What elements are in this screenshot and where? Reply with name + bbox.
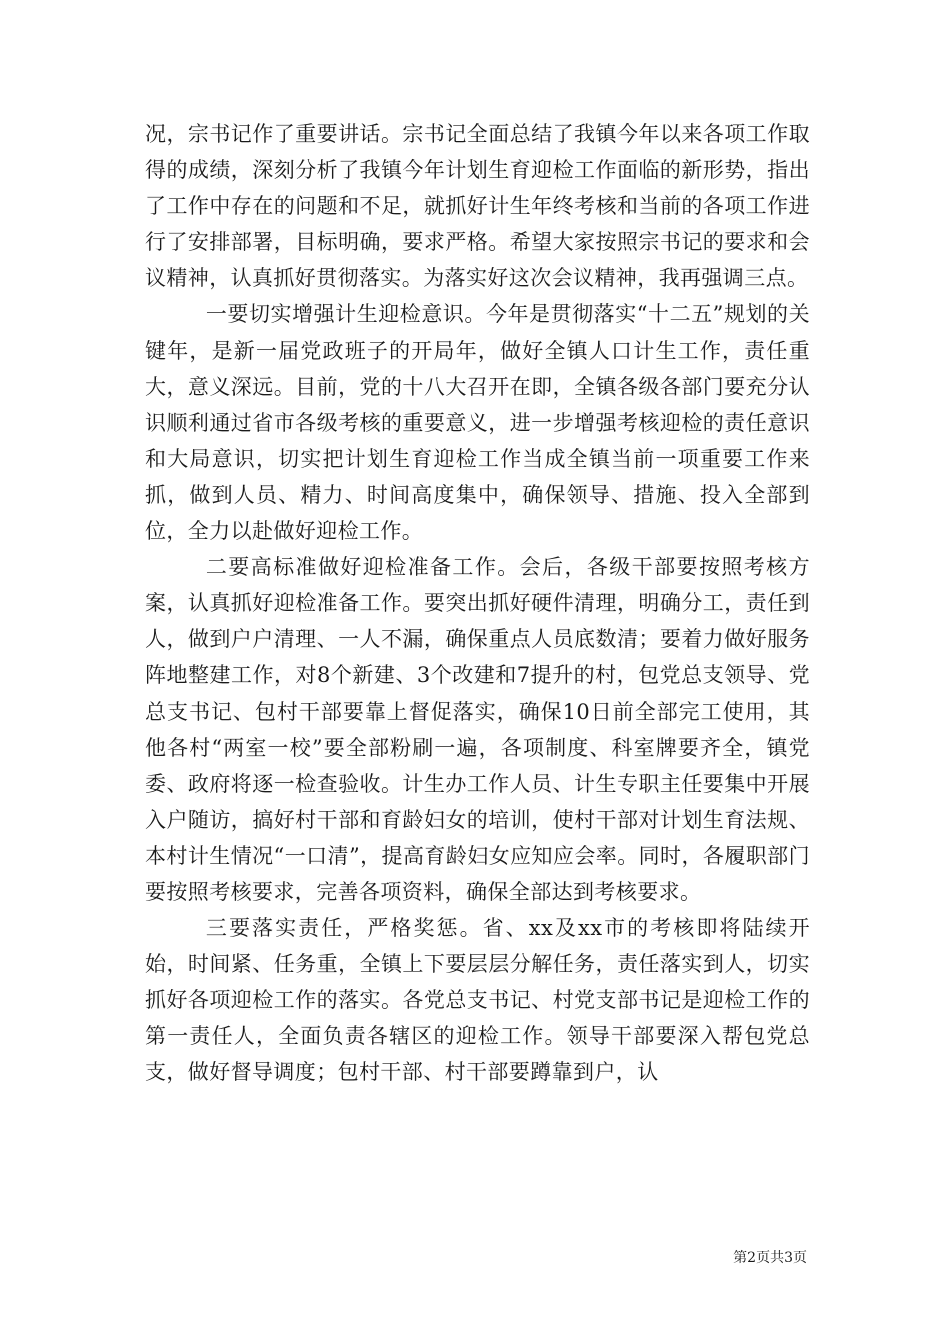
body-paragraph-point-two: 二要高标准做好迎检准备工作。会后，各级干部要按照考核方案，认真抓好迎检准备工作。要突出抓好硬件清理，明确分工，责任到人，做到户户清理、一人不漏，确保重点人员底数清；要着力做好服务阵地整建工作，对8个新建、3个改建和7提升的村，包党总支领导、党总支书记、包村干部要靠上督促落实，确保10日前全部完工使用，其他各村“两室一校”要全部粉刷一遍，各项制度、科室牌要齐全，镇党委、政府将逐一检查验收。计生办工作人员、计生专职主任要集中开展入户随访，搞好村干部和育龄妇女的培训，使村干部对计划生育法规、本村计生情况“一口清”，提高育龄妇女应知应会率。同时，各履职部门要按照考核要求，完善各项资料，确保全部达到考核要求。: [145, 555, 810, 904]
body-paragraph-point-three: 三要落实责任，严格奖惩。省、xx及xx市的考核即将陆续开始，时间紧、任务重，全镇上下要层层分解任务，责任落实到人，切实抓好各项迎检工作的落实。各党总支书记、村党支部书记是迎检工作的第一责任人，全面负责各辖区的迎检工作。领导干部要深入帮包党总支，做好督导调度；包村干部、村干部要蹲靠到户，认: [145, 916, 810, 1085]
body-paragraph-point-one: 一要切实增强计生迎检意识。今年是贯彻落实“十二五”规划的关键年，是新一届党政班子的开局年，做好全镇人口计生工作，责任重大，意义深远。目前，党的十八大召开在即，全镇各级各部门要充分认识顺利通过省市各级考核的重要意义，进一步增强考核迎检的责任意识和大局意识，切实把计划生育迎检工作当成全镇当前一项重要工作来抓，做到人员、精力、时间高度集中，确保领导、措施、投入全部到位，全力以赴做好迎检工作。: [145, 302, 810, 544]
page-number-footer: 第2页共3页: [733, 1250, 807, 1266]
document-body: [145, 116, 810, 1091]
body-paragraph-continuation: 况，宗书记作了重要讲话。宗书记全面总结了我镇今年以来各项工作取得的成绩，深刻分析了我镇今年计划生育迎检工作面临的新形势，指出了工作中存在的问题和不足，就抓好计生年终考核和当前的各项工作进行了安排部署，目标明确，要求严格。希望大家按照宗书记的要求和会议精神，认真抓好贯彻落实。为落实好这次会议精神，我再强调三点。: [145, 122, 810, 291]
